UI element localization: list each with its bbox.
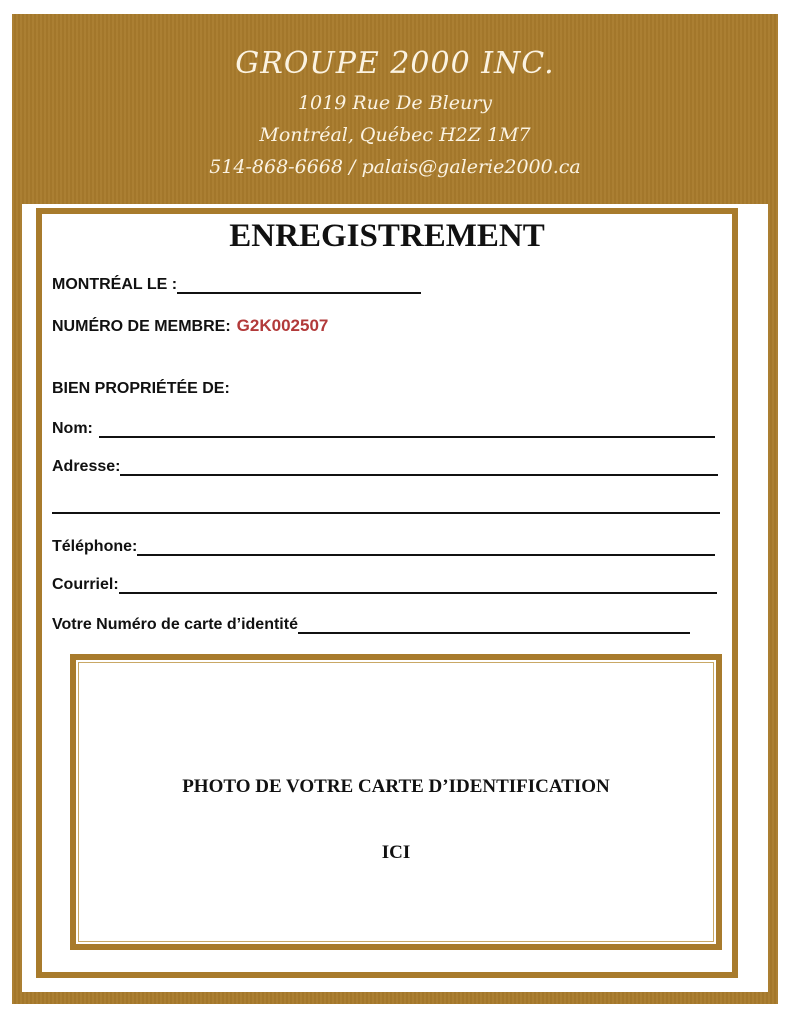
address-line-2: Montréal, Québec H2Z 1M7 [259, 124, 531, 146]
email-field[interactable] [119, 578, 717, 594]
id-card-field[interactable] [298, 618, 690, 634]
owned-by-label: BIEN PROPRIÉTÉE DE: [52, 380, 230, 397]
id-card-row [52, 616, 690, 634]
member-row [52, 316, 328, 336]
letterhead [12, 14, 778, 204]
member-number: G2K002507 [236, 316, 329, 335]
date-label: MONTRÉAL LE : [52, 276, 178, 293]
company-name: GROUPE 2000 INC. [235, 46, 555, 81]
address-field-2[interactable] [52, 498, 720, 514]
id-card-label: Votre Numéro de carte d’identité [52, 616, 298, 633]
member-label: NUMÉRO DE MEMBRE: [52, 318, 231, 335]
name-label: Nom: [52, 420, 93, 437]
phone-row [52, 538, 715, 556]
address-row-2 [52, 498, 720, 514]
email-label: Courriel: [52, 576, 119, 593]
phone-field[interactable] [137, 540, 715, 556]
address-row [52, 458, 718, 476]
name-field[interactable] [99, 422, 715, 438]
date-row [52, 276, 421, 294]
photo-drop-area[interactable] [78, 662, 714, 942]
owned-by-heading [52, 380, 230, 398]
address-field[interactable] [120, 460, 718, 476]
phone-label: Téléphone: [52, 538, 138, 555]
contact-line: 514-868-6668 / palais@galerie2000.ca [209, 156, 581, 178]
address-line-1: 1019 Rue De Bleury [297, 92, 493, 114]
form-title: ENREGISTREMENT [229, 218, 545, 254]
address-label: Adresse: [52, 458, 121, 475]
email-row [52, 576, 717, 594]
photo-instruction: PHOTO DE VOTRE CARTE D’IDENTIFICATION [182, 776, 610, 797]
date-field[interactable] [177, 278, 421, 294]
name-row [52, 420, 715, 438]
photo-here-label: ICI [381, 842, 411, 863]
